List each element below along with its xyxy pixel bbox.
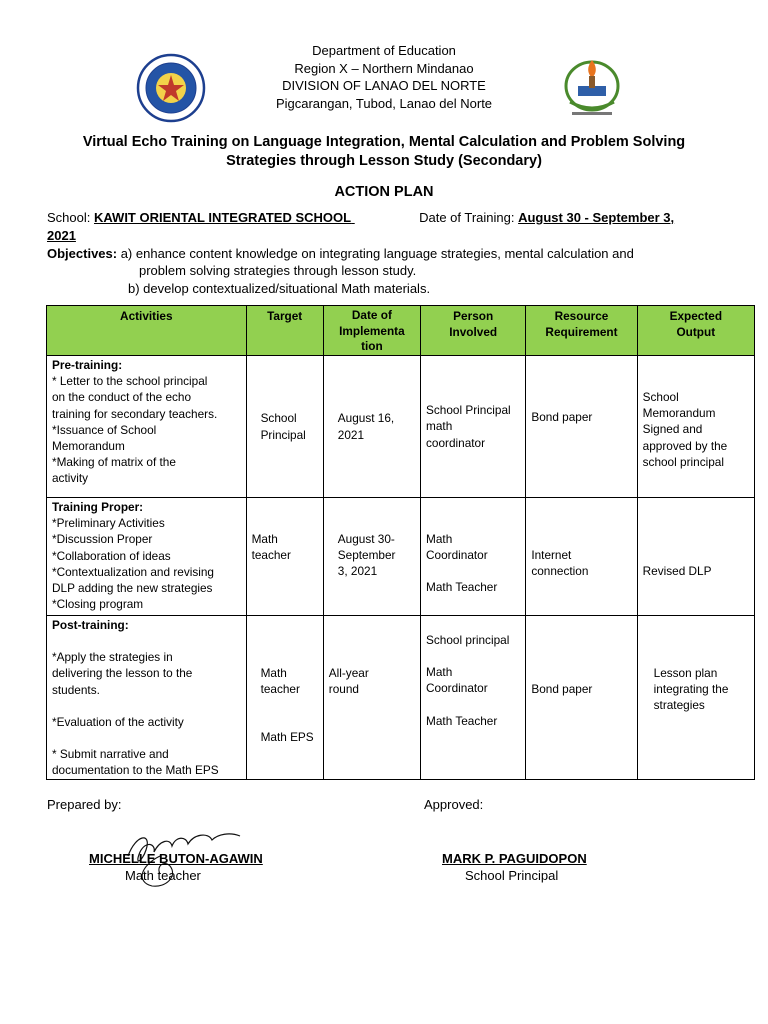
row1-person: School Principal math coordinator	[421, 356, 526, 498]
row2-person: Math Coordinator Math Teacher	[421, 498, 526, 616]
row2-resource: Internet connection	[526, 498, 637, 616]
row2-target: Math teacher	[246, 498, 323, 616]
school-line: School: KAWIT ORIENTAL INTEGRATED SCHOOL Date of Training: August 30 - September 3,	[47, 210, 675, 225]
row3-activities: Post-training: *Apply the strategies in delivering the lesson to the students. *Evaluation of the activity * Submit narrative and documentation to the Math EPS	[47, 616, 247, 780]
row2-date: August 30- September 3, 2021	[323, 498, 420, 616]
objectives-line-a-cont: problem solving strategies through lesson study.	[139, 263, 417, 278]
row1-output: School Memorandum Signed and approved by the school principal	[637, 356, 754, 498]
row2-output: Revised DLP	[637, 498, 754, 616]
document-title: Virtual Echo Training on Language Integration, Mental Calculation and Problem Solving Strategies through Lesson Study (Secondary)	[82, 134, 686, 169]
objectives-line-b: b) develop contextualized/situational Math materials.	[128, 281, 431, 296]
training-date: August 30 - September 3,	[518, 210, 675, 225]
row3-date: All-year round	[323, 616, 420, 780]
row1-target: School Principal	[246, 356, 323, 498]
preparer-name: MICHELLE BUTON-AGAWIN	[89, 851, 263, 866]
row3-person: School principal Math Coordinator Math Teacher	[421, 616, 526, 780]
action-plan-heading: ACTION PLAN	[334, 184, 434, 200]
table-row	[47, 498, 755, 616]
header-output: Expected Output	[637, 306, 754, 356]
header-date: Date of Implementa tion	[323, 306, 420, 356]
preparer-role: Math teacher	[125, 868, 201, 883]
table-header-row	[47, 306, 755, 356]
action-plan-table	[46, 305, 755, 780]
header-resource: Resource Requirement	[526, 306, 637, 356]
row2-activities: Training Proper: *Preliminary Activities *Discussion Proper *Collaboration of ideas *Contextualization and revising DLP adding the new strategies *Closing program	[47, 498, 247, 616]
school-name: KAWIT ORIENTAL INTEGRATED SCHOOL	[93, 210, 352, 225]
row1-resource: Bond paper	[526, 356, 637, 498]
document-header	[0, 42, 768, 112]
approved-label: Approved:	[424, 797, 484, 812]
header-target: Target	[246, 306, 323, 356]
row3-target: Math teacher Math EPS	[246, 616, 323, 780]
header-department: Department of Education	[312, 43, 456, 58]
header-address: Pigcarangan, Tubod, Lanao del Norte	[275, 95, 493, 111]
table-row	[47, 616, 755, 780]
header-region: Region X – Northern Mindanao	[294, 60, 474, 76]
approver-name: MARK P. PAGUIDOPON	[442, 851, 587, 866]
header-activities: Activities	[47, 306, 247, 356]
row3-output: Lesson plan integrating the strategies	[637, 616, 754, 780]
objectives-line-a: Objectives: a) enhance content knowledge on integrating language strategies, mental calculation and	[47, 246, 634, 261]
header-division: DIVISION OF LANAO DEL NORTE	[282, 78, 486, 93]
header-person: Person Involved	[421, 306, 526, 356]
row1-date: August 16, 2021	[323, 356, 420, 498]
row3-resource: Bond paper	[526, 616, 637, 780]
training-date-year: 2021	[47, 228, 76, 243]
row1-activities: Pre-training: * Letter to the school principal on the conduct of the echo training for secondary teachers. *Issuance of School Memorandum *Making of matrix of the activity	[47, 356, 247, 498]
table-row	[47, 356, 755, 498]
prepared-by-label: Prepared by:	[47, 797, 122, 812]
approver-role: School Principal	[465, 868, 559, 883]
